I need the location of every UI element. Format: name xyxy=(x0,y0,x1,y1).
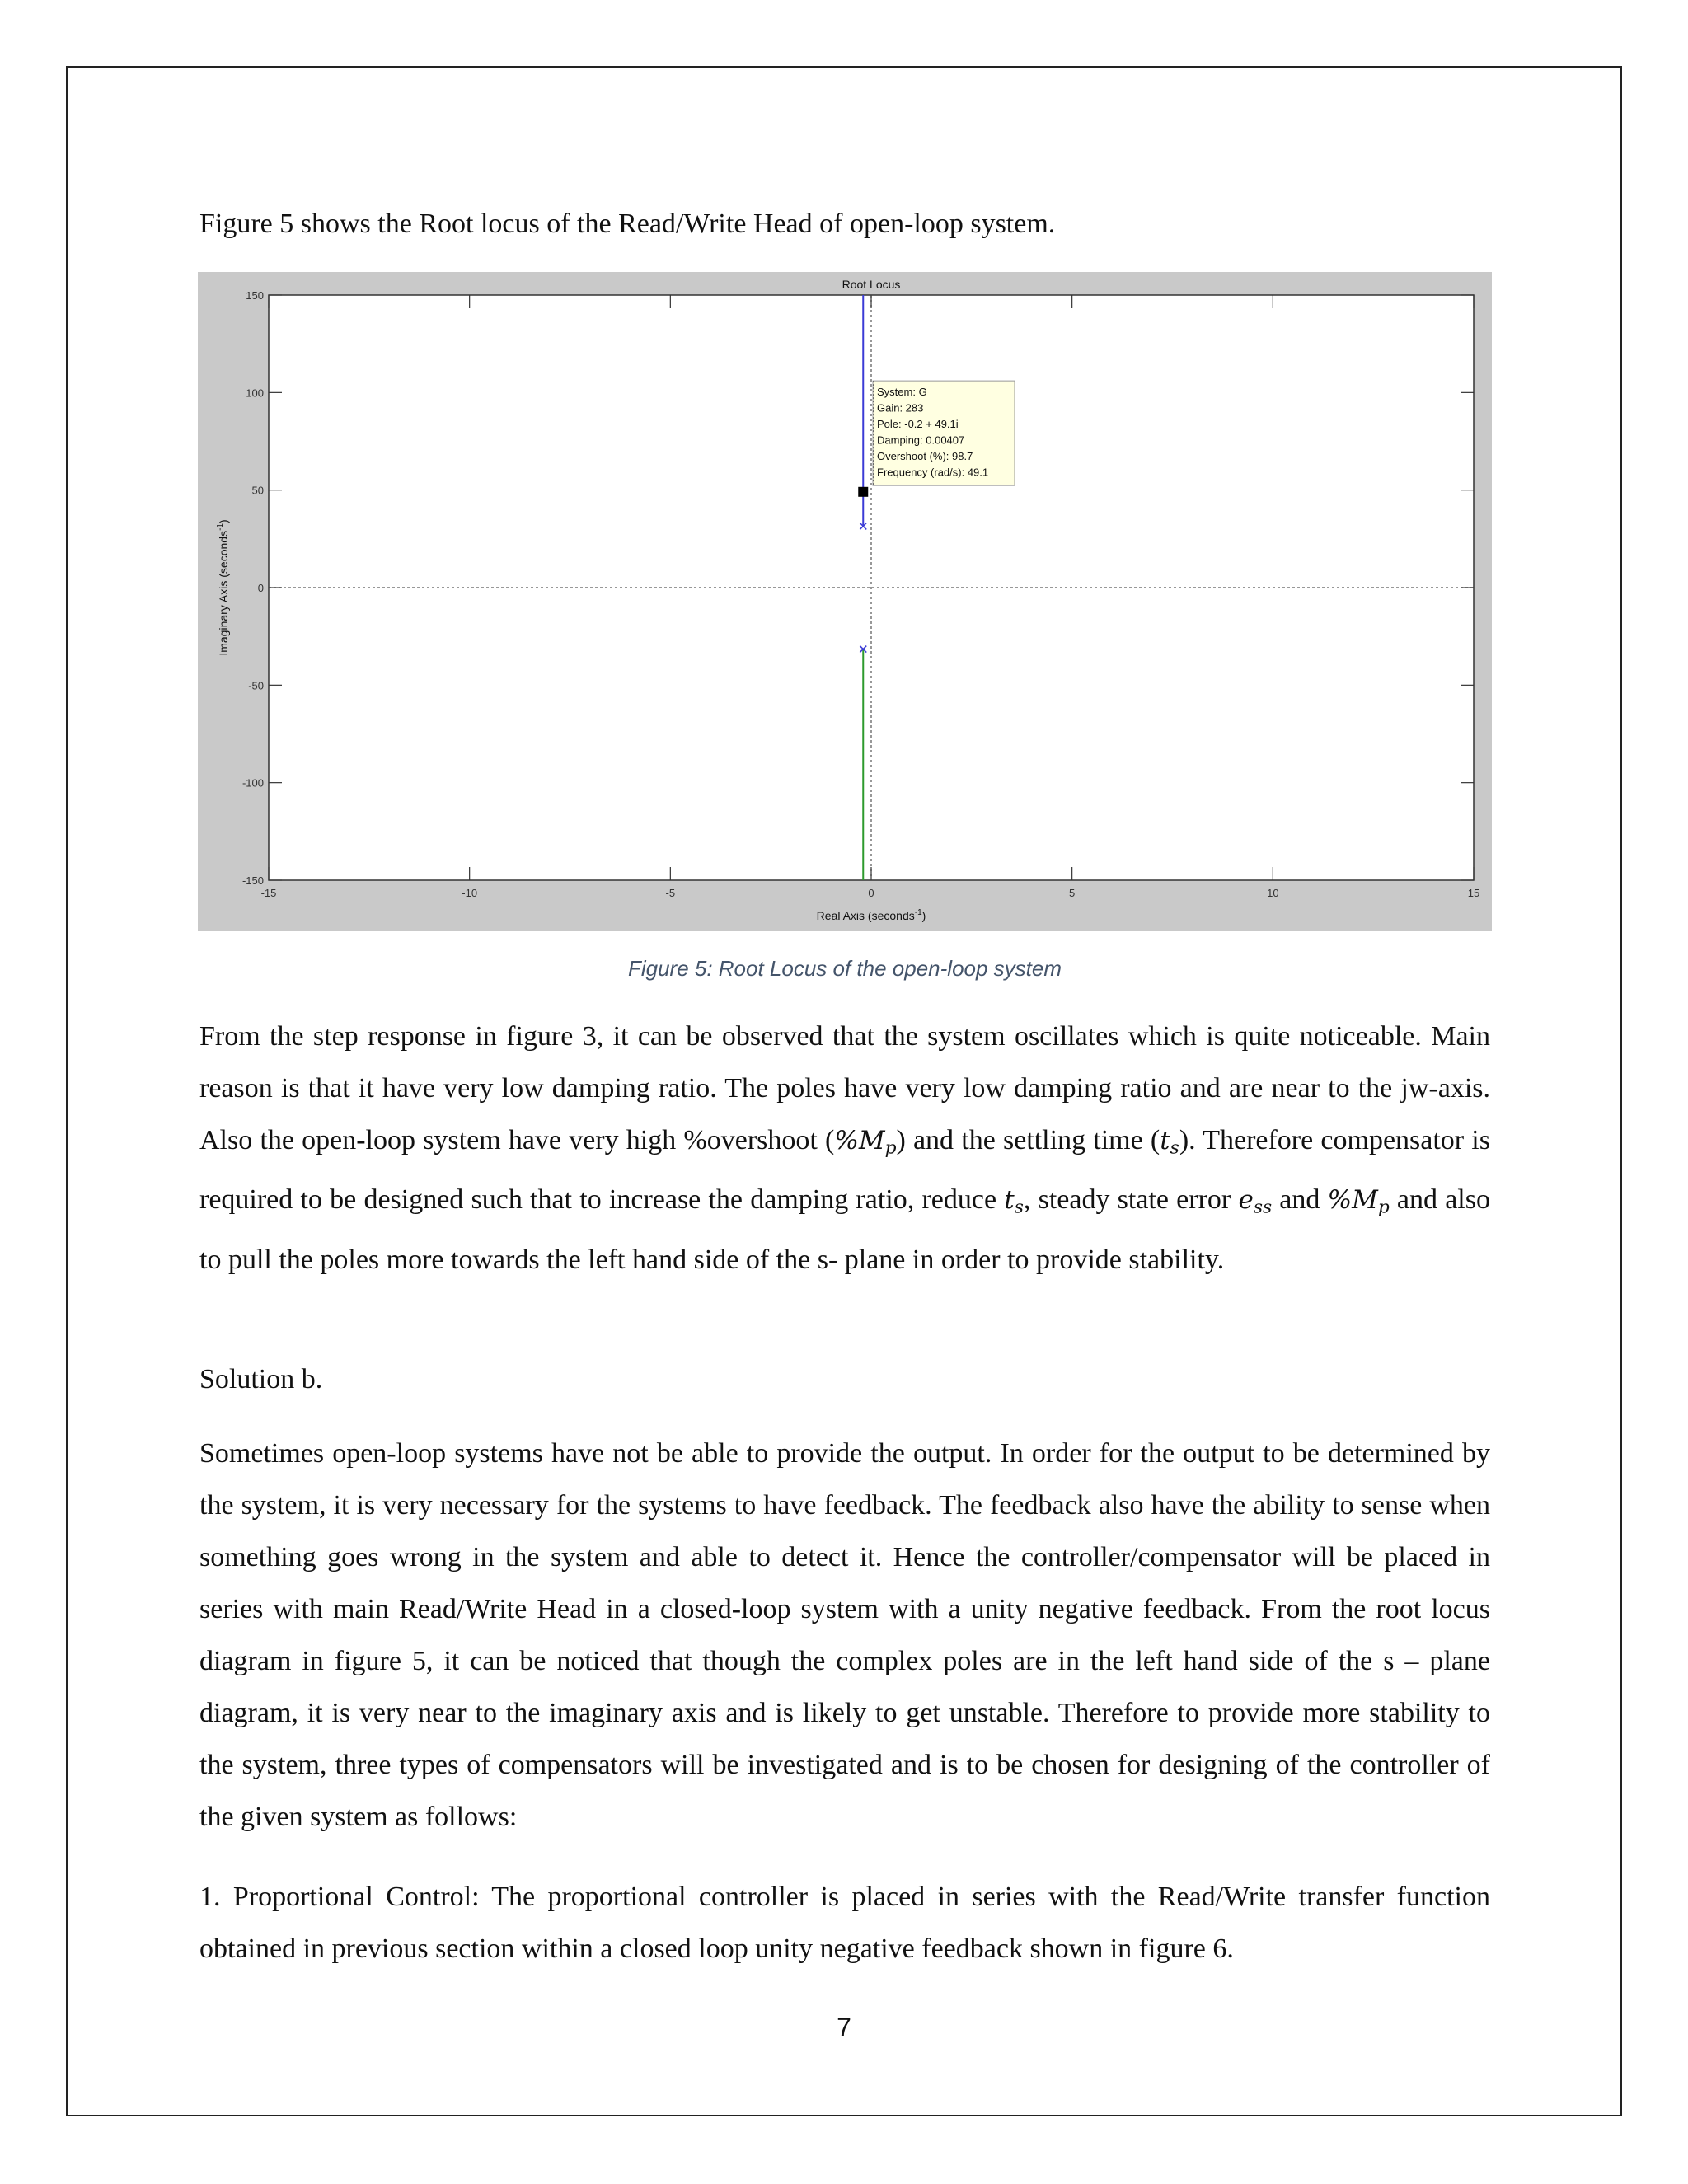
solution-heading: Solution b. xyxy=(199,1364,323,1394)
paragraph-proportional-control: 1. Proportional Control: The proportional controller is placed in series with the Read/Write transfer function obtained in previous section within a closed loop unity negative feedback shown in figure 6. xyxy=(199,1882,1490,1964)
paragraph-feedback: Sometimes open-loop systems have not be able to provide the output. In order for the output to be determined by the system, it is very necessary for the systems to have feedback. The feedback also have the ability to sense when something goes wrong in the system and able to detect it. Hence the controller/compensator will be placed in series with main Read/Write Head in a closed-loop system with a unity negative feedback. From the root locus diagram in figure 5, it can be noticed that though the complex poles are in the left hand side of the s – plane diagram, it is very near to the imaginary axis and is likely to get unstable. Therefore to provide more stability to the system, three types of compensators will be investigated and is to be chosen for designing of the controller of the given system as follows: xyxy=(199,1438,1490,1832)
p1-text-4: , steady state error xyxy=(1023,1184,1239,1216)
root-locus-figure xyxy=(198,272,1492,931)
y-tick-label: 0 xyxy=(257,582,264,594)
overshoot-symbol: $\%M_p$ xyxy=(1327,1185,1390,1218)
y-tick-label: 100 xyxy=(246,387,264,400)
chart-title: Root Locus xyxy=(842,278,901,291)
selected-point-marker xyxy=(858,487,868,497)
datatip-line: Pole: -0.2 + 49.1i xyxy=(877,418,959,431)
intro-text: Figure 5 shows the Root locus of the Read/Write Head of open-loop system. xyxy=(199,209,1056,239)
datatip-line: Gain: 283 xyxy=(877,401,924,415)
y-tick-label: -100 xyxy=(241,776,264,790)
x-tick-label: -10 xyxy=(462,887,478,899)
steady-state-error-symbol: $e_{ss}$ xyxy=(1238,1185,1273,1218)
paragraph-oscillation xyxy=(199,1010,1490,1286)
x-axis-label: Real Axis (seconds$^{-1}$) xyxy=(816,908,926,922)
datatip-line: Overshoot (%): 98.7 xyxy=(877,450,973,463)
p1-text-6: and also to pull the poles more towards the left hand side of the s- plane in order to provide stability. xyxy=(199,1184,1490,1275)
page-number: 7 xyxy=(837,2013,851,2042)
x-tick-label: 10 xyxy=(1267,887,1279,899)
p1-text-3: ). Therefore compensator is required to be designed such that to increase the damping ratio, reduce xyxy=(199,1125,1490,1216)
y-tick-label: -150 xyxy=(241,874,264,887)
datatip-line: Damping: 0.00407 xyxy=(877,434,965,447)
settling-time-symbol: $t_s$ xyxy=(1004,1185,1024,1218)
y-tick-label: 50 xyxy=(251,484,264,497)
y-tick-label: 150 xyxy=(246,289,264,302)
x-tick-label: 0 xyxy=(868,887,874,899)
x-tick-label: -5 xyxy=(665,887,676,899)
root-locus-chart xyxy=(198,272,1492,931)
x-tick-label: 5 xyxy=(1069,887,1076,899)
p1-text-2: ) and the settling time ( xyxy=(896,1125,1160,1155)
y-tick-label: -50 xyxy=(248,679,264,692)
settling-time-symbol: $t_s$ xyxy=(1160,1126,1179,1159)
x-tick-label: 15 xyxy=(1467,887,1480,899)
p1-text-5: and xyxy=(1272,1184,1328,1216)
p1-text-1: From the step response in figure 3, it can be observed that the system oscillates which is quite noticeable. Main reason is that it have very low damping ratio. The poles have very low damping ratio and are near to the jw-axis. Also the open-loop system have very high %overshoot ( xyxy=(199,1021,1490,1155)
y-axis-label: Imaginary Axis (seconds$^{-1}$) xyxy=(216,519,230,656)
overshoot-symbol: $\%M_p$ xyxy=(834,1126,897,1159)
x-tick-label: -15 xyxy=(260,887,277,899)
figure-caption: Figure 5: Root Locus of the open-loop system xyxy=(627,956,1062,981)
datatip-line: Frequency (rad/s): 49.1 xyxy=(877,466,989,479)
datatip-line: System: G xyxy=(877,386,927,399)
